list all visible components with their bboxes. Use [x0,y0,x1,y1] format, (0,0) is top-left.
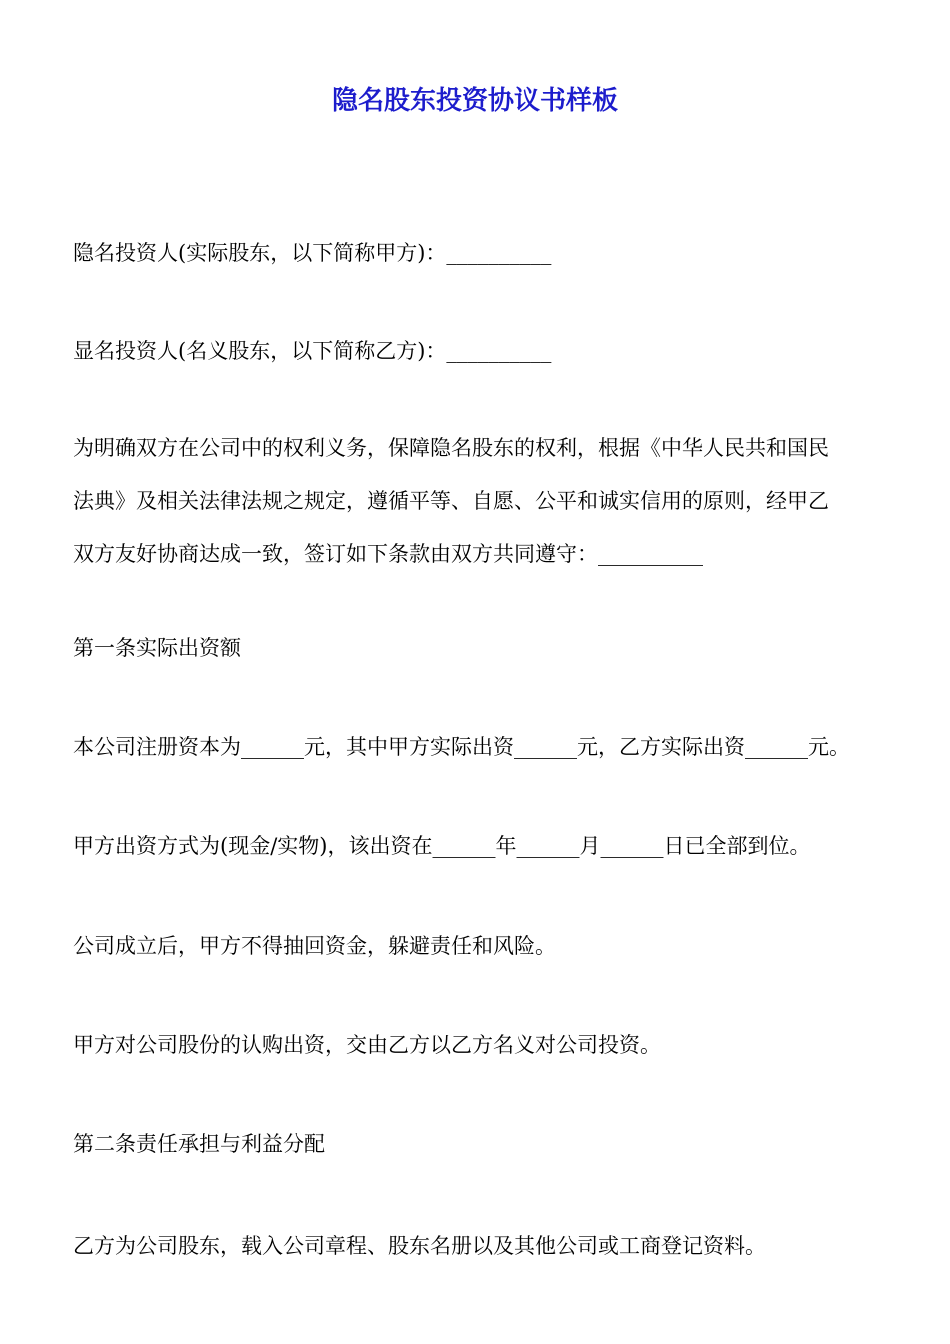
no-withdrawal-clause: 公司成立后，甲方不得抽回资金，躲避责任和风险。 [73,934,556,958]
document-title: 隐名股东投资协议书样板 [331,86,618,116]
preamble-paragraph [73,422,883,581]
subscription-clause: 甲方对公司股份的认购出资，交由乙方以乙方名义对公司投资。 [73,1033,661,1057]
registered-capital-clause: 本公司注册资本为______元，其中甲方实际出资______元，乙方实际出资______元。 [73,735,850,759]
payment-method-clause: 甲方出资方式为(现金/实物)，该出资在______年______月______日已全部到位。 [73,834,811,858]
article-2-heading: 第二条责任承担与利益分配 [73,1132,325,1156]
hidden-investor-line: 隐名投资人(实际股东，以下简称甲方)：__________ [73,241,552,265]
shareholder-record-clause: 乙方为公司股东，载入公司章程、股东名册以及其他公司或工商登记资料。 [73,1234,766,1258]
article-1-heading: 第一条实际出资额 [73,636,241,660]
nominal-investor-line: 显名投资人(名义股东，以下简称乙方)：__________ [73,339,552,363]
preamble-line-1: 为明确双方在公司中的权利义务，保障隐名股东的权利，根据《中华人民共和国民 [73,436,829,460]
preamble-line-2: 法典》及相关法律法规之规定，遵循平等、自愿、公平和诚实信用的原则，经甲乙 [73,489,829,513]
preamble-line-3: 双方友好协商达成一致，签订如下条款由双方共同遵守：__________ [73,542,703,566]
